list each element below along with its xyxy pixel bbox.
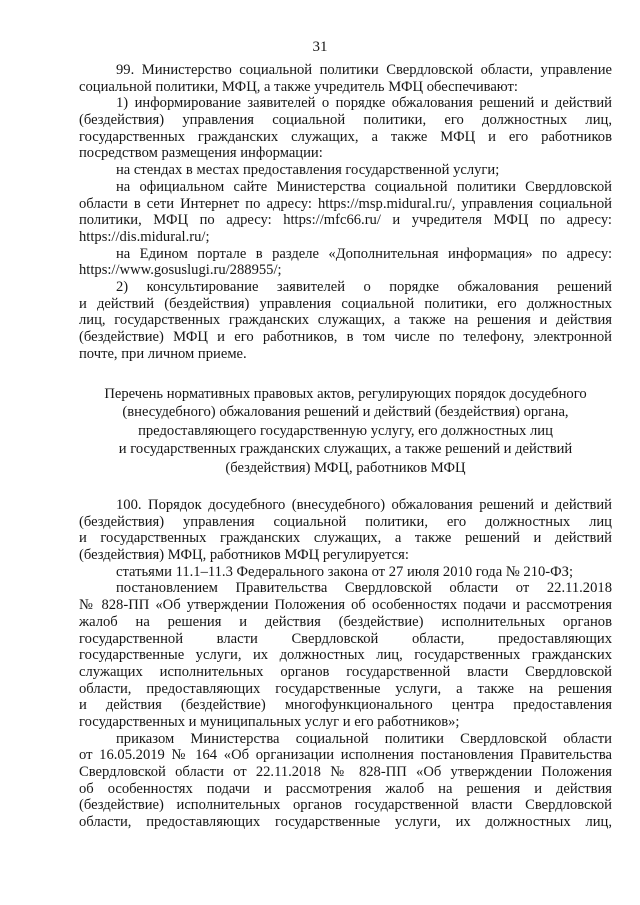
text-line: № 828-ПП «Об утверждении Положения об особенностях подачи и рассмотрения <box>79 597 612 614</box>
text-line: государственной власти Свердловской области, предоставляющих <box>79 630 612 647</box>
text-line: и действия (бездействие) многофункционального центра предоставления <box>79 697 612 714</box>
text-line: служащих исполнительных органов государственной власти Свердловской <box>79 663 612 680</box>
heading-line: предоставляющего государственную услугу, его должностных лиц <box>138 422 553 439</box>
text-line: жалоб на решения и действия (бездействие) исполнительных органов <box>79 613 612 630</box>
text-line: на официальном сайте Министерства социальной политики Свердловской <box>116 178 612 195</box>
section-heading <box>79 385 612 477</box>
text-line: 100. Порядок досудебного (внесудебного) обжалования решений и действий <box>116 497 612 513</box>
text-line: на стендах в местах предоставления государственной услуги; <box>116 162 500 179</box>
text-line: https://www.gosuslugi.ru/288955/; <box>79 262 282 279</box>
heading-line: (внесудебного) обжалования решений и действий (бездействия) органа, <box>122 404 569 421</box>
text-line: государственные услуги, их должностных лиц, государственных гражданских <box>79 647 612 664</box>
text-line: посредством размещения информации: <box>79 145 323 162</box>
text-line: постановлением Правительства Свердловской области от 22.11.2018 <box>116 580 612 597</box>
text-line: 2) консультирование заявителей о порядке обжалования решений <box>116 278 612 295</box>
text-line: на Едином портале в разделе «Дополнительная информация» по адресу: <box>116 245 612 262</box>
text-line: Свердловской области от 22.11.2018 № 828-ПП «Об утверждении Положения <box>79 764 612 780</box>
text-line: и действий (бездействия) управления социальной политики, его должностных <box>79 295 612 312</box>
text-line: почте, при личном приеме. <box>79 345 247 362</box>
text-line: (бездействия) МФЦ, работников МФЦ регулируется: <box>79 547 409 564</box>
text-line: области, предоставляющих государственные услуги, а также на решения <box>79 680 612 697</box>
text-line: (бездействия) управления социальной политики, его должностных лиц <box>79 513 612 530</box>
text-line: (бездействия) управления социальной политики, его должностных лиц, <box>79 112 612 129</box>
text-line: статьями 11.1–11.3 Федерального закона от 27 июля 2010 года № 210-ФЗ; <box>116 563 574 580</box>
section-99-text <box>79 62 612 362</box>
text-line: социальной политики, МФЦ, а также учредитель МФЦ обеспечивают: <box>79 78 518 95</box>
text-line: (бездействие) МФЦ и его работников, в том числе по телефону, электронной <box>79 329 612 345</box>
text-line: государственных и муниципальных услуг и его работников»; <box>79 713 460 730</box>
section-100-text <box>79 497 612 831</box>
text-line: (бездействие) исполнительных органов государственной власти Свердловской <box>79 797 612 814</box>
text-line: приказом Министерства социальной политики Свердловской области <box>116 730 612 747</box>
text-line: лиц, государственных гражданских служащих, а также на решения и действия <box>79 312 612 329</box>
text-line: политики, МФЦ по адресу: https://mfc66.ru/ и учредителя МФЦ по адресу: <box>79 212 612 229</box>
page-number: 31 <box>312 39 328 55</box>
text-line: и государственных гражданских служащих, а также решений и действий <box>79 530 612 547</box>
text-line: 99. Министерство социальной политики Свердловской области, управление <box>116 62 612 78</box>
text-line: от 16.05.2019 № 164 «Об организации исполнения постановления Правительства <box>79 747 612 764</box>
text-line: об особенностях подачи и рассмотрения жалоб на решения и действия <box>79 780 612 797</box>
text-line: области, предоставляющих государственные услуги, их должностных лиц, <box>79 814 612 831</box>
text-line: государственных гражданских служащих, а также МФЦ и его работников <box>79 128 612 145</box>
text-line: https://dis.midural.ru/; <box>79 228 210 245</box>
heading-line: и государственных гражданских служащих, а также решений и действий <box>118 441 573 458</box>
heading-line: (бездействия) МФЦ, работников МФЦ <box>225 459 466 476</box>
text-line: области в сети Интернет по адресу: https://msp.midural.ru/, управления социальной <box>79 195 612 212</box>
text-line: 1) информирование заявителей о порядке обжалования решений и действий <box>116 95 612 112</box>
heading-line: Перечень нормативных правовых актов, регулирующих порядок досудебного <box>104 386 587 402</box>
